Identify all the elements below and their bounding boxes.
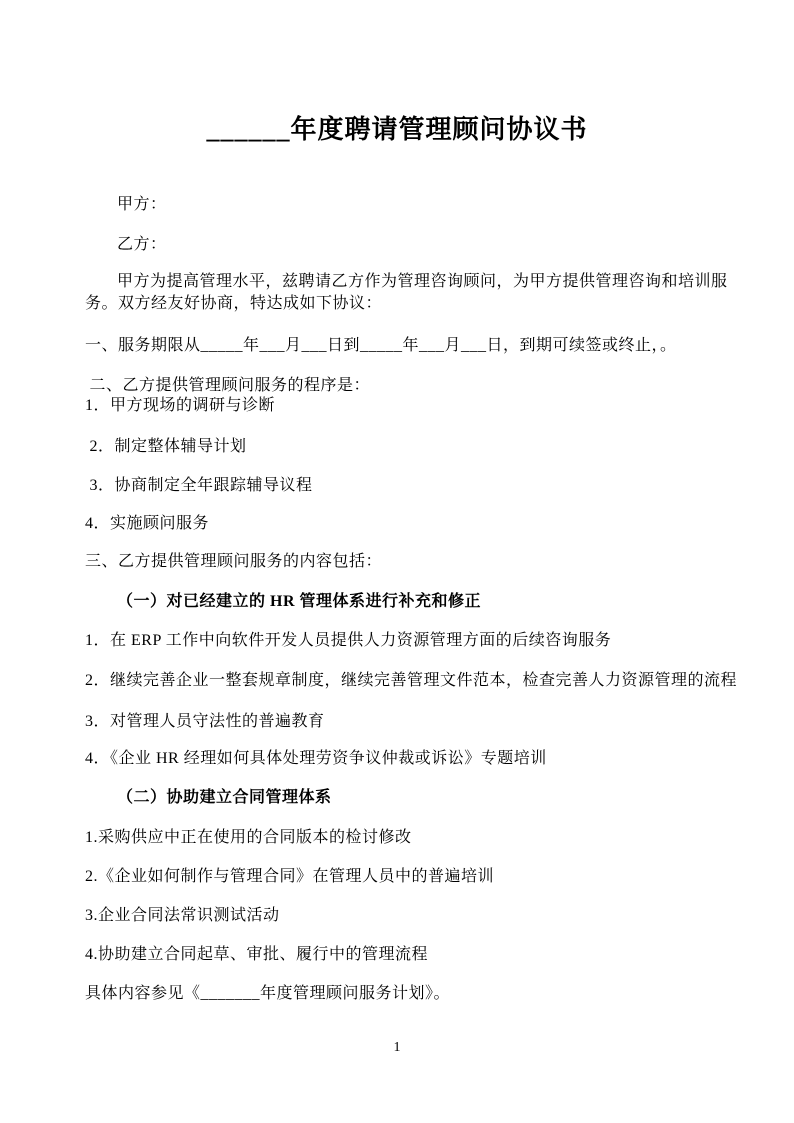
procedure-item-4: 4．实施顾问服务 [85,515,210,532]
content-heading: 三、乙方提供管理顾问服务的内容包括： [85,553,383,570]
procedure-item-1: 1．甲方现场的调研与诊断 [85,397,276,414]
subsection-1-heading: （一）对已经建立的 HR 管理体系进行补充和修正 [117,593,482,610]
hr-system-item-3: 3．对管理人员守法性的普遍教育 [85,713,325,730]
clause-service-term: 一、服务期限从_____年___月___日到_____年___月___日，到期可续签或终止，。 [85,337,677,354]
hr-system-item-4: 4．《企业 HR 经理如何具体处理劳资争议仲裁或诉讼》专题培训 [85,750,547,767]
intro-paragraph: 甲方为提高管理水平，兹聘请乙方作为管理咨询顾问，为甲方提供管理咨询和培训服务。双方经友好协商，特达成如下协议： [85,273,728,312]
subsection-2-heading: （二）协助建立合同管理体系 [117,789,332,806]
procedure-heading: 二、乙方提供管理顾问服务的程序是： [85,377,371,394]
procedure-item-2: 2．制定整体辅导计划 [85,438,247,455]
hr-system-item-1: 1．在 ERP 工作中向软件开发人员提供人力资源管理方面的后续咨询服务 [85,632,612,649]
contract-item-2: 2.《企业如何制作与管理合同》在管理人员中的普遍培训 [85,868,495,885]
contract-item-1: 1.采购供应中正在使用的合同版本的检讨修改 [85,829,412,846]
procedure-item-3: 3．协商制定全年跟踪辅导议程 [85,477,313,494]
page-number: 1 [393,1040,401,1055]
reference-note: 具体内容参见《_______年度管理顾问服务计划》。 [85,985,451,1002]
party-b-label: 乙方： [117,236,167,253]
contract-item-3: 3.企业合同法常识测试活动 [85,907,280,924]
contract-item-4: 4.协助建立合同起草、审批、履行中的管理流程 [85,946,429,963]
party-a-label: 甲方： [117,196,167,213]
document-title: ______年度聘请管理顾问协议书 [206,115,588,144]
hr-system-item-2: 2．继续完善企业一整套规章制度，继续完善管理文件范本，检查完善人力资源管理的流程 [85,672,738,689]
